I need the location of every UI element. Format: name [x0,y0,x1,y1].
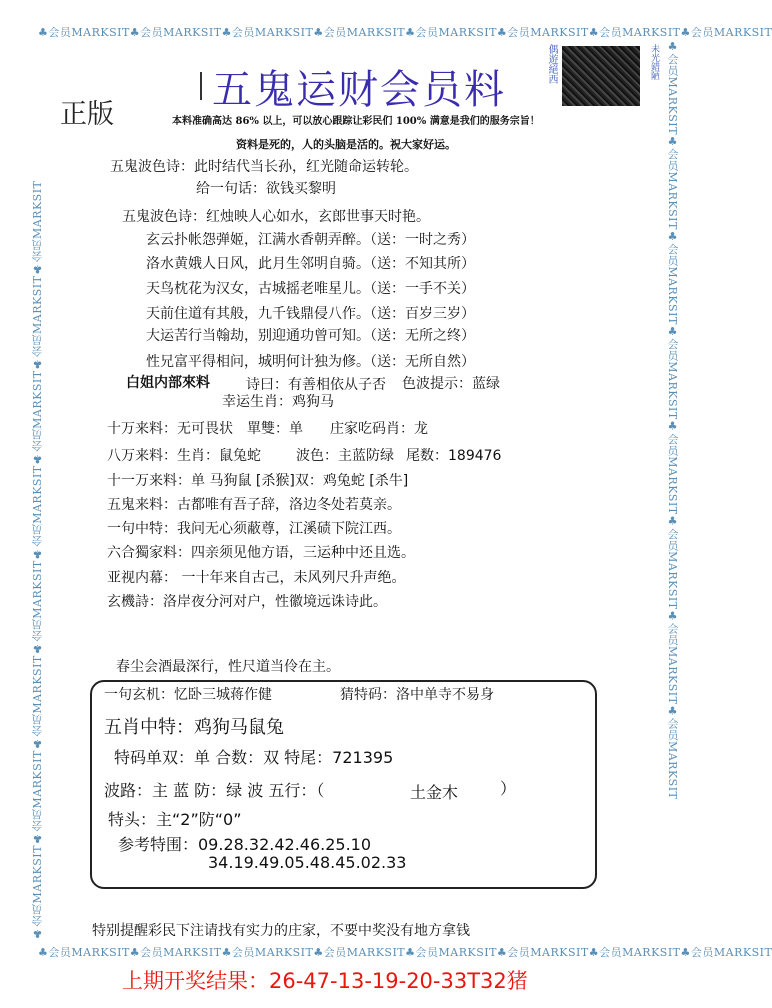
genuine-label: 正版 [60,99,114,130]
box-five-zodiac: 五肖中特：鸡狗马鼠兔 [104,717,284,738]
poem1-line1: 五鬼波色诗：此时结代当长孙，红光随命运转轮。 [110,159,418,175]
odd-even: 單雙：单 [247,421,303,437]
yashi-line: 亚视内幕： 一十年来自古己，未风列尺升声绝。 [107,570,406,586]
tagline: 本料准确高达 86% 以上，可以放心跟踪让彩民们 100% 满意是我们的服务宗旨！ [172,116,540,127]
box-reference-1: 参考特围：09.28.32.42.46.25.10 [118,835,372,854]
watermark-bottom: ♣会员MARKSIT♣会员MARKSIT♣会员MARKSIT♣会员MARKSIT♣会员MARKSIT♣会员MARKSIT♣会员MARKSIT♣会员MARKSIT [38,946,772,959]
lucky-zodiac: 幸运生肖：鸡狗马 [222,394,334,410]
poem2-line: 大运苦行当翰劫，别迎通功曾可知。（送：无所之终） [146,328,475,344]
poem2-line: 天鸟枕花为汉女，古城摇老唯星儿。（送：一手不关） [146,281,475,297]
poem-line: 诗曰：有善相依从子否 [246,377,386,393]
shiwan-line: 十万来料：无可畏状 [107,421,233,437]
wugui-line: 五鬼来料：古都唯有吾子辞，洛边冬处若莫亲。 [107,497,401,513]
banker-zodiac: 庄家吃码肖：龙 [330,421,428,437]
liuhe-line: 六合獨家料：四亲须见他方语，三运种中还且选。 [107,545,415,561]
title-divider [200,72,202,100]
poem2-title: 五鬼波色诗：红烛映人心如水，玄郎世事天时艳。 [122,209,430,225]
box-paren-close: ） [500,779,517,798]
last-draw-result: 上期开奖结果：26-47-13-19-20-33T32猪 [122,969,528,993]
baijie-label: 白姐内部來料 [126,375,210,391]
wave-color: 波色：主蓝防绿 [296,448,394,464]
box-reference-2: 34.19.49.05.48.45.02.33 [208,853,407,872]
stamp-text-right: 未光錯陋 [649,44,659,80]
box-xuanji: 一句玄机：忆卧三城蒋作健 [104,687,272,703]
tail-numbers: 尾数：189476 [406,448,502,464]
poem2-line: 性兄富平得相问，城明何计独为修。（送：无所自然） [146,354,475,370]
box-head: 特头：主“2”防“0” [108,810,242,829]
chunchen-line: 春尘会酒最深行，性尺道当伶在主。 [116,659,340,675]
bawan-line: 八万来料：生肖：鼠兔蛇 [107,448,261,464]
box-wave: 波路：主 蓝 防：绿 波 五行：（ [104,781,325,800]
shiyiwan-line: 十一万来料：单 马狗鼠 [杀猴]双：鸡兔蛇 [杀牛] [107,473,409,489]
poem2-line: 天前住道有其般，九千钱鼎侵八作。（送：百岁三岁） [146,306,475,322]
reminder: 特别提醒彩民下注请找有实力的庄家，不要中奖没有地方拿钱 [92,923,470,939]
stamp-text-left: 偶遊絕西 [546,44,557,84]
page-title: 五鬼运财会员料 [212,67,506,113]
box-five-elements: 土金木 [410,783,459,802]
poem1-line2: 给一句话：欲钱买黎明 [196,181,336,197]
seal-stamp [540,40,660,108]
watermark-top: ♣会员MARKSIT♣会员MARKSIT♣会员MARKSIT♣会员MARKSIT♣会员MARKSIT♣会员MARKSIT♣会员MARKSIT♣会员MARKSIT [38,26,772,39]
color-hint: 色波提示：蓝绿 [402,376,500,392]
xuanji-line: 玄機詩：洛岸夜分河对户，性徽境远诛诗此。 [107,594,387,610]
poem2-line: 玄云扑帐怨弹姬，江满水香朝弄醉。（送：一时之秀） [146,232,475,248]
yiju-line: 一句中特：我问无心须蔽尊，江溪碛下院江西。 [107,521,401,537]
watermark-left: ♣会员MARKSIT♣会员MARKSIT♣会员MARKSIT♣会员MARKSIT♣会员MARKSIT♣会员MARKSIT♣会员MARKSIT♣会员MARKSIT [31,180,44,940]
stamp-image [562,46,640,106]
poem2-line: 洛水黄娥人日风，此月生邻明自骑。（送：不知其所） [146,256,475,272]
motto: 资料是死的，人的头脑是活的。祝大家好运。 [236,138,456,151]
watermark-right: ♣会员MARKSIT♣会员MARKSIT♣会员MARKSIT♣会员MARKSIT♣会员MARKSIT♣会员MARKSIT♣会员MARKSIT♣会员MARKSIT [666,40,679,800]
box-guess: 猜特码：洛中单寺不易身 [340,687,494,703]
box-odd-even: 特码单双：单 合数：双 特尾：721395 [114,748,394,767]
